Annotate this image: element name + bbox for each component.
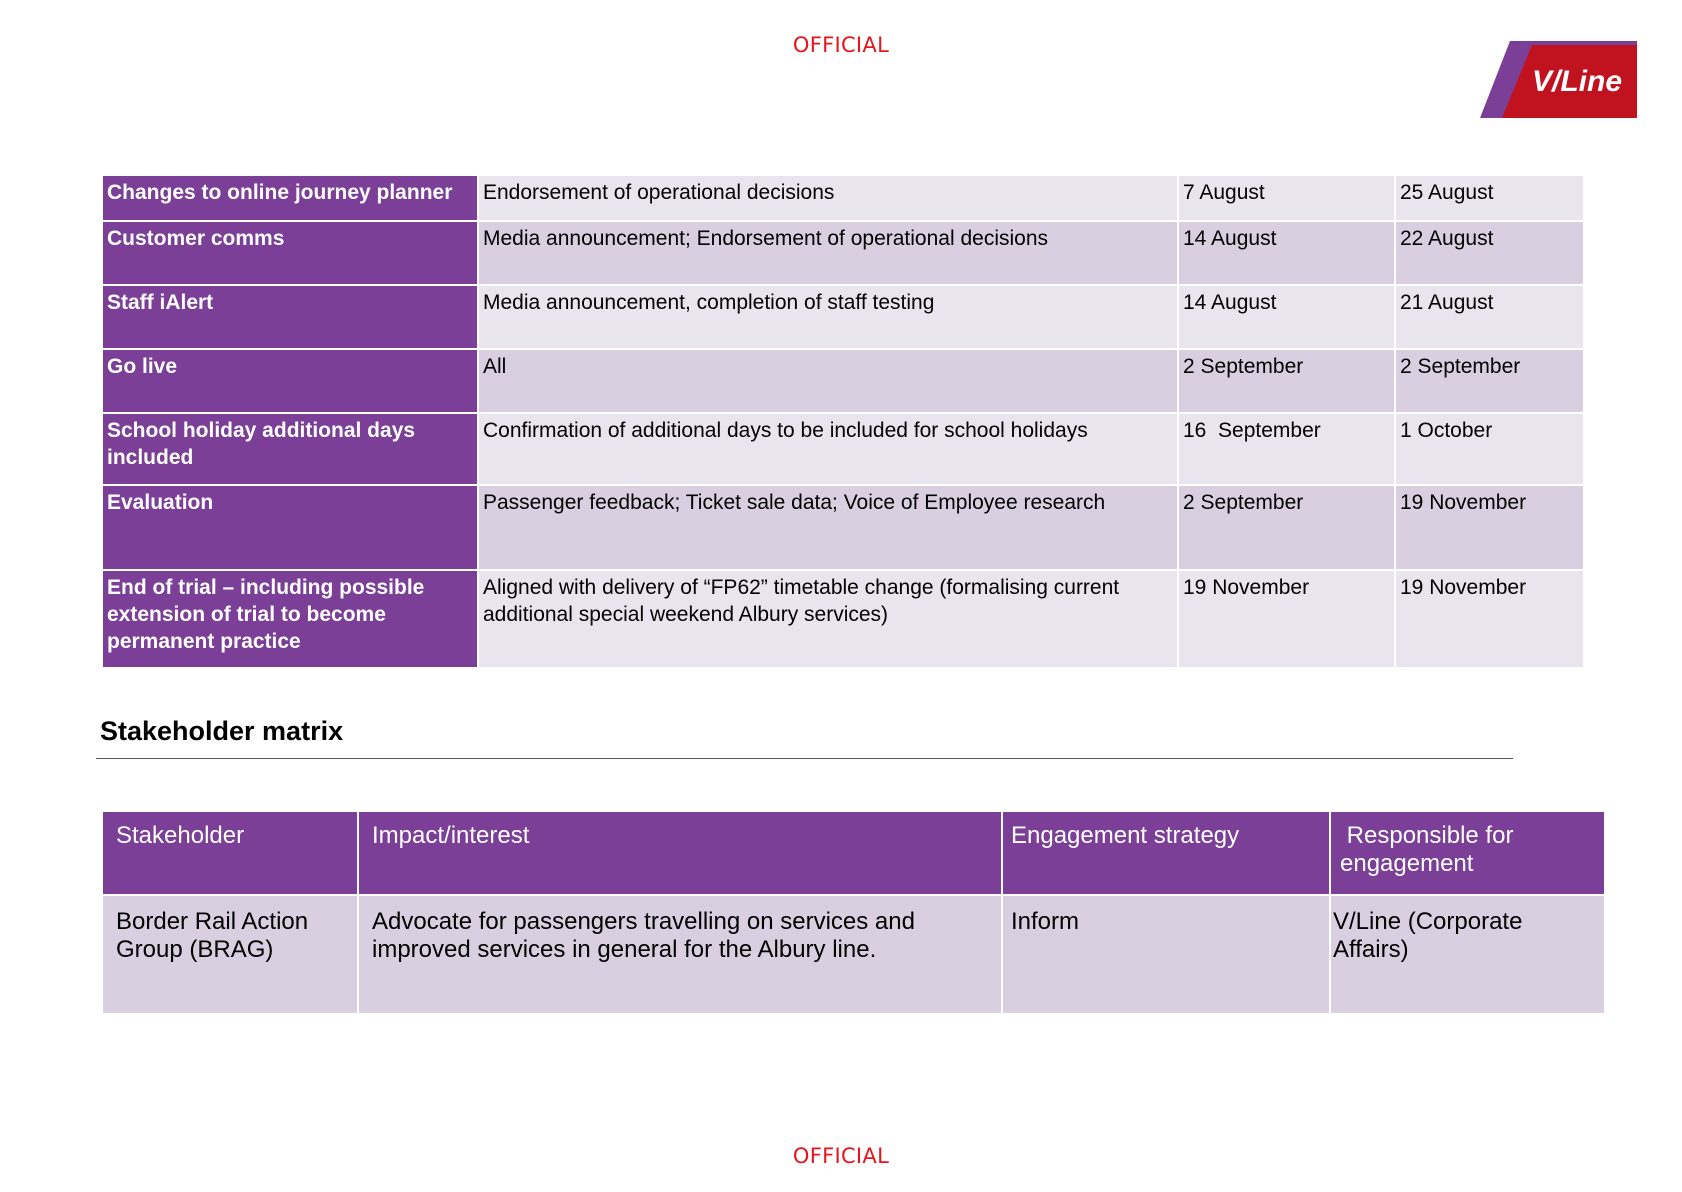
timeline-date-start: 2 September bbox=[1179, 486, 1394, 569]
column-header-impact: Impact/interest bbox=[359, 812, 1001, 894]
timeline-item: End of trial – including possible extension of trial to become permanent practice bbox=[103, 571, 477, 667]
table-row bbox=[103, 486, 1583, 569]
column-header-responsible: Responsible for engagement bbox=[1331, 812, 1604, 894]
timeline-item: School holiday additional days included bbox=[103, 414, 477, 484]
classification-label-bottom: OFFICIAL bbox=[792, 1144, 890, 1168]
table-row bbox=[103, 896, 1604, 1013]
timeline-date-start: 2 September bbox=[1179, 350, 1394, 412]
stakeholder-table bbox=[101, 810, 1606, 1015]
timeline-detail: Media announcement, completion of staff testing bbox=[479, 286, 1177, 348]
timeline-date-start: 14 August bbox=[1179, 286, 1394, 348]
section-title: Stakeholder matrix bbox=[100, 716, 344, 746]
timeline-detail: Media announcement; Endorsement of operational decisions bbox=[479, 222, 1177, 284]
timeline-detail: Aligned with delivery of “FP62” timetable change (formalising current additional special weekend Albury services) bbox=[479, 571, 1177, 667]
vline-logo bbox=[1480, 41, 1637, 118]
table-row bbox=[103, 350, 1583, 412]
column-header-stakeholder: Stakeholder bbox=[103, 812, 357, 894]
timeline-date-end: 21 August bbox=[1396, 286, 1583, 348]
timeline-item: Changes to online journey planner bbox=[103, 176, 477, 220]
table-row bbox=[103, 176, 1583, 220]
timeline-date-end: 19 November bbox=[1396, 571, 1583, 667]
timeline-detail: Confirmation of additional days to be included for school holidays bbox=[479, 414, 1177, 484]
stakeholder-strategy: Inform bbox=[1003, 896, 1329, 1013]
timeline-date-start: 19 November bbox=[1179, 571, 1394, 667]
timeline-detail: Endorsement of operational decisions bbox=[479, 176, 1177, 220]
timeline-date-end: 1 October bbox=[1396, 414, 1583, 484]
timeline-item: Evaluation bbox=[103, 486, 477, 569]
timeline-date-start: 16 September bbox=[1179, 414, 1394, 484]
table-row bbox=[103, 286, 1583, 348]
timeline-date-start: 14 August bbox=[1179, 222, 1394, 284]
timeline-date-end: 19 November bbox=[1396, 486, 1583, 569]
stakeholder-impact: Advocate for passengers travelling on services and improved services in general for the Albury line. bbox=[359, 896, 1001, 1013]
timeline-detail: All bbox=[479, 350, 1177, 412]
stakeholder-responsible: V/Line (Corporate Affairs) bbox=[1331, 896, 1604, 1013]
section-divider bbox=[96, 758, 1513, 759]
stakeholder-name: Border Rail Action Group (BRAG) bbox=[103, 896, 357, 1013]
timeline-item: Staff iAlert bbox=[103, 286, 477, 348]
timeline-date-end: 25 August bbox=[1396, 176, 1583, 220]
table-header-row bbox=[103, 812, 1604, 894]
timeline-item: Customer comms bbox=[103, 222, 477, 284]
table-row bbox=[103, 414, 1583, 484]
table-row bbox=[103, 571, 1583, 667]
timeline-item: Go live bbox=[103, 350, 477, 412]
classification-label-top: OFFICIAL bbox=[792, 33, 890, 57]
timeline-date-end: 2 September bbox=[1396, 350, 1583, 412]
timeline-detail: Passenger feedback; Ticket sale data; Voice of Employee research bbox=[479, 486, 1177, 569]
column-header-strategy: Engagement strategy bbox=[1003, 812, 1329, 894]
timeline-date-end: 22 August bbox=[1396, 222, 1583, 284]
timeline-table bbox=[101, 174, 1585, 669]
timeline-date-start: 7 August bbox=[1179, 176, 1394, 220]
logo-text: V/Line bbox=[1532, 65, 1623, 98]
table-row bbox=[103, 222, 1583, 284]
